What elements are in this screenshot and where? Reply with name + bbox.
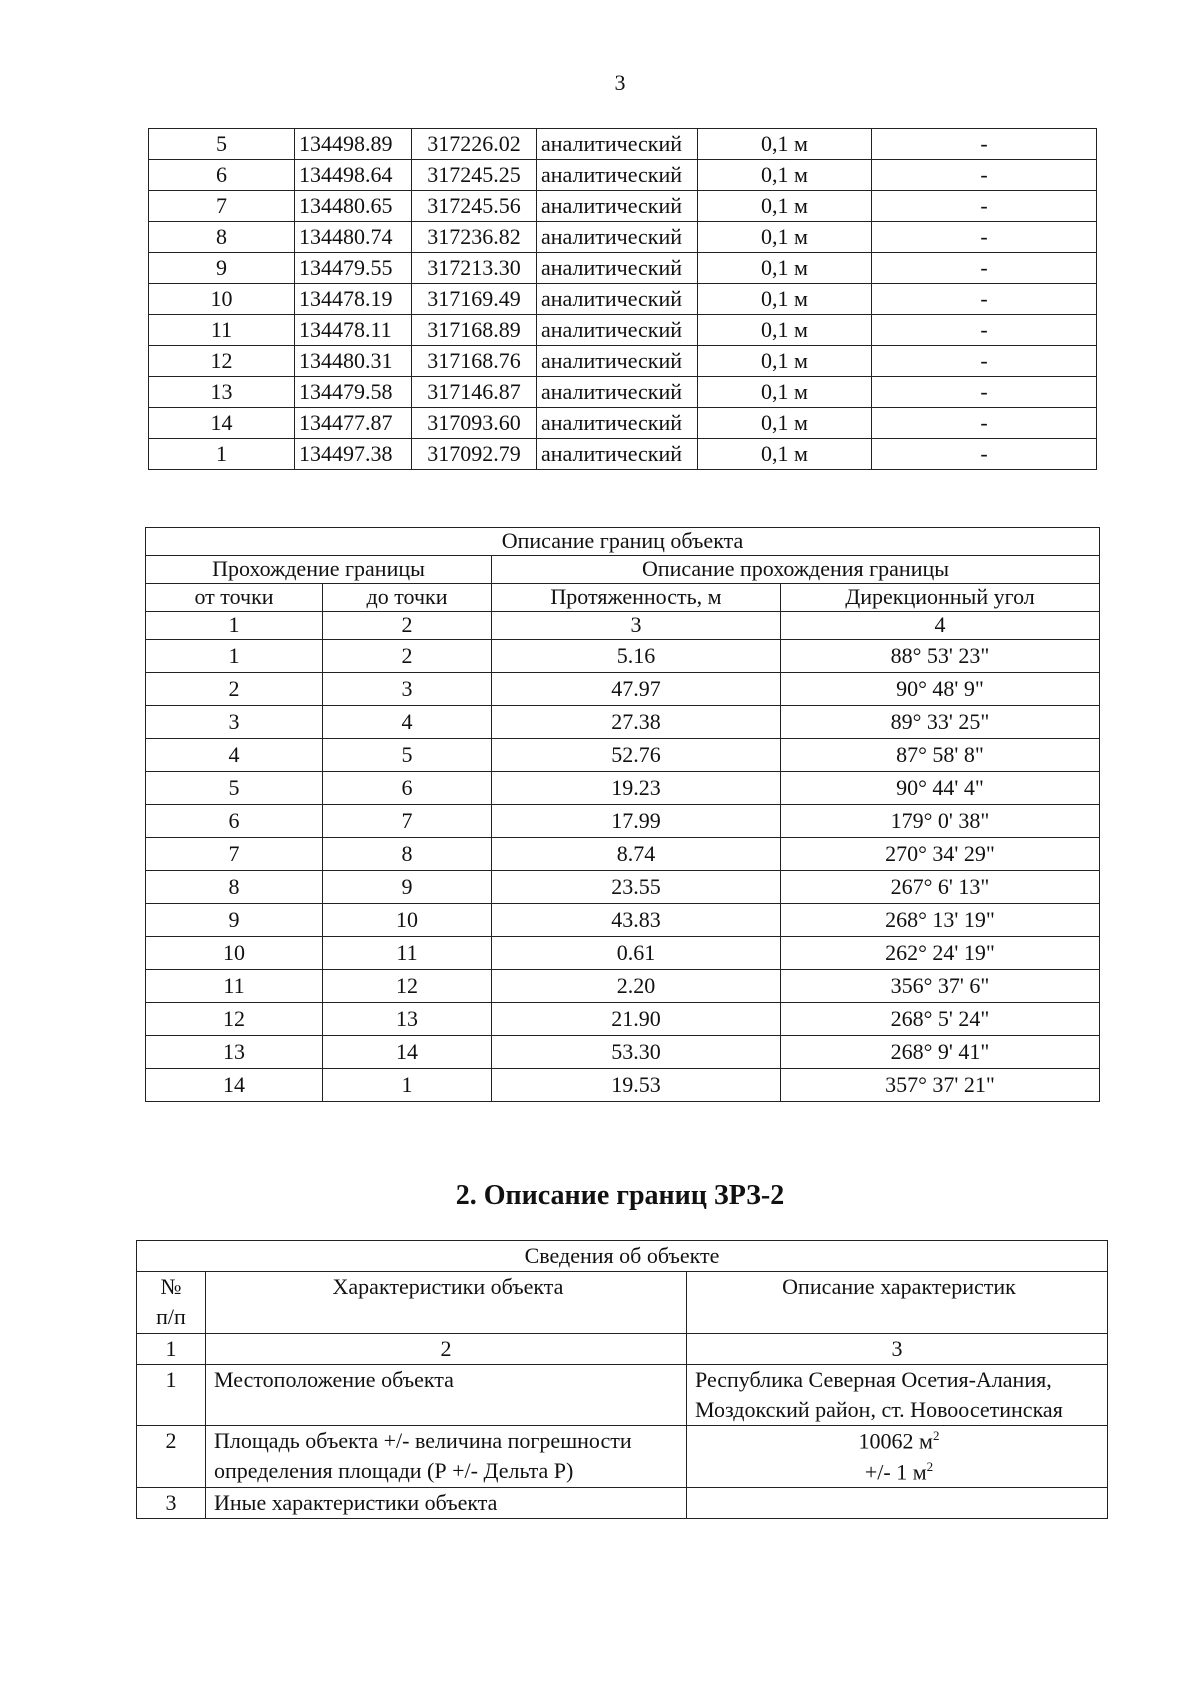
table-row	[146, 805, 1100, 838]
coord-y-cell: 317169.49	[412, 284, 537, 315]
object-info-table	[136, 1240, 1108, 1519]
accuracy-cell: 0,1 м	[698, 377, 872, 408]
coord-x-cell: 134479.55	[295, 253, 412, 284]
method-cell: аналитический	[537, 346, 698, 377]
from-point-cell: 14	[146, 1069, 323, 1102]
length-cell: 19.53	[492, 1069, 781, 1102]
coord-y-cell: 317245.25	[412, 160, 537, 191]
accuracy-cell: 0,1 м	[698, 439, 872, 470]
length-cell: 19.23	[492, 772, 781, 805]
area-number: 10062 м	[858, 1428, 933, 1454]
to-point-cell: 11	[323, 937, 492, 970]
row-number: 2	[137, 1426, 206, 1488]
method-cell: аналитический	[537, 284, 698, 315]
method-cell: аналитический	[537, 377, 698, 408]
coord-y-cell: 317092.79	[412, 439, 537, 470]
length-cell: 2.20	[492, 970, 781, 1003]
other-label: Иные характеристики объекта	[206, 1488, 687, 1519]
table-row	[149, 129, 1097, 160]
method-cell: аналитический	[537, 160, 698, 191]
boundary-group-right: Описание прохождения границы	[492, 556, 1100, 584]
to-point-cell: 12	[323, 970, 492, 1003]
note-cell: -	[872, 253, 1097, 284]
direction-angle-cell: 270° 34' 29"	[781, 838, 1100, 871]
table-row	[146, 706, 1100, 739]
to-point-cell: 9	[323, 871, 492, 904]
other-value	[687, 1488, 1108, 1519]
page-number: 3	[614, 70, 626, 95]
header-characteristics: Характеристики объекта	[206, 1272, 687, 1333]
coord-x-cell: 134479.58	[295, 377, 412, 408]
table-row	[146, 871, 1100, 904]
accuracy-cell: 0,1 м	[698, 284, 872, 315]
table-row	[146, 904, 1100, 937]
header-direction-angle: Дирекционный угол	[781, 584, 1100, 612]
index-cell: 2	[206, 1333, 687, 1364]
table-row	[146, 838, 1100, 871]
coord-x-cell: 134497.38	[295, 439, 412, 470]
direction-angle-cell: 89° 33' 25"	[781, 706, 1100, 739]
table-row	[149, 408, 1097, 439]
area-value-line	[695, 1429, 1103, 1454]
info-header-row	[137, 1272, 1108, 1333]
section-heading: 2. Описание границ ЗРЗ-2	[455, 1180, 785, 1211]
method-cell: аналитический	[537, 129, 698, 160]
to-point-cell: 2	[323, 640, 492, 673]
table-row	[146, 640, 1100, 673]
from-point-cell: 5	[146, 772, 323, 805]
coord-x-cell: 134477.87	[295, 408, 412, 439]
length-cell: 53.30	[492, 1036, 781, 1069]
location-line2: Моздокский район, ст. Новоосетинская	[695, 1396, 1063, 1422]
to-point-cell: 13	[323, 1003, 492, 1036]
coord-y-cell: 317168.89	[412, 315, 537, 346]
coord-y-cell: 317213.30	[412, 253, 537, 284]
info-index-row	[137, 1333, 1108, 1364]
boundary-index-row	[146, 612, 1100, 640]
length-cell: 0.61	[492, 937, 781, 970]
coord-x-cell: 134480.74	[295, 222, 412, 253]
method-cell: аналитический	[537, 439, 698, 470]
to-point-cell: 8	[323, 838, 492, 871]
header-number-line2: п/п	[156, 1304, 186, 1330]
to-point-cell: 1	[323, 1069, 492, 1102]
length-cell: 52.76	[492, 739, 781, 772]
direction-angle-cell: 90° 44' 4"	[781, 772, 1100, 805]
index-cell: 3	[687, 1333, 1108, 1364]
to-point-cell: 5	[323, 739, 492, 772]
header-length: Протяженность, м	[492, 584, 781, 612]
note-cell: -	[872, 377, 1097, 408]
from-point-cell: 11	[146, 970, 323, 1003]
length-cell: 5.16	[492, 640, 781, 673]
coord-y-cell: 317146.87	[412, 377, 537, 408]
area-error: +/- 1 м	[864, 1458, 927, 1484]
length-cell: 43.83	[492, 904, 781, 937]
table-row	[146, 970, 1100, 1003]
header-to-point: до точки	[323, 584, 492, 612]
from-point-cell: 6	[146, 805, 323, 838]
direction-angle-cell: 90° 48' 9"	[781, 673, 1100, 706]
note-cell: -	[872, 439, 1097, 470]
accuracy-cell: 0,1 м	[698, 315, 872, 346]
point-number-cell: 14	[149, 408, 295, 439]
note-cell: -	[872, 315, 1097, 346]
table-row	[149, 160, 1097, 191]
table-row	[146, 673, 1100, 706]
from-point-cell: 13	[146, 1036, 323, 1069]
table-row	[149, 253, 1097, 284]
from-point-cell: 3	[146, 706, 323, 739]
note-cell: -	[872, 191, 1097, 222]
coord-y-cell: 317236.82	[412, 222, 537, 253]
accuracy-cell: 0,1 м	[698, 129, 872, 160]
coord-y-cell: 317226.02	[412, 129, 537, 160]
note-cell: -	[872, 129, 1097, 160]
boundary-header-row	[146, 584, 1100, 612]
area-error-line	[695, 1460, 1103, 1485]
to-point-cell: 7	[323, 805, 492, 838]
note-cell: -	[872, 284, 1097, 315]
coordinates-table	[148, 128, 1097, 470]
info-row-other	[137, 1488, 1108, 1519]
point-number-cell: 7	[149, 191, 295, 222]
direction-angle-cell: 268° 9' 41"	[781, 1036, 1100, 1069]
info-row-area	[137, 1426, 1108, 1488]
header-from-point: от точки	[146, 584, 323, 612]
location-label: Местоположение объекта	[206, 1364, 687, 1425]
table-row	[146, 937, 1100, 970]
coord-x-cell: 134480.65	[295, 191, 412, 222]
length-cell: 21.90	[492, 1003, 781, 1036]
index-cell: 4	[781, 612, 1100, 640]
direction-angle-cell: 87° 58' 8"	[781, 739, 1100, 772]
table-row	[146, 772, 1100, 805]
header-description: Описание характеристик	[687, 1272, 1108, 1333]
direction-angle-cell: 88° 53' 23"	[781, 640, 1100, 673]
index-cell: 3	[492, 612, 781, 640]
index-cell: 1	[137, 1333, 206, 1364]
from-point-cell: 7	[146, 838, 323, 871]
direction-angle-cell: 267° 6' 13"	[781, 871, 1100, 904]
to-point-cell: 4	[323, 706, 492, 739]
to-point-cell: 6	[323, 772, 492, 805]
from-point-cell: 10	[146, 937, 323, 970]
direction-angle-cell: 356° 37' 6"	[781, 970, 1100, 1003]
accuracy-cell: 0,1 м	[698, 253, 872, 284]
direction-angle-cell: 357° 37' 21"	[781, 1069, 1100, 1102]
point-number-cell: 11	[149, 315, 295, 346]
accuracy-cell: 0,1 м	[698, 191, 872, 222]
from-point-cell: 8	[146, 871, 323, 904]
table-row	[149, 439, 1097, 470]
coord-x-cell: 134498.89	[295, 129, 412, 160]
length-cell: 27.38	[492, 706, 781, 739]
boundary-title-row	[146, 528, 1100, 556]
boundary-table-title: Описание границ объекта	[146, 528, 1100, 556]
to-point-cell: 3	[323, 673, 492, 706]
note-cell: -	[872, 346, 1097, 377]
point-number-cell: 9	[149, 253, 295, 284]
area-label	[206, 1426, 687, 1488]
boundary-description-table	[145, 527, 1100, 1102]
table-row	[149, 284, 1097, 315]
header-number-line1: №	[160, 1274, 182, 1300]
method-cell: аналитический	[537, 222, 698, 253]
boundary-group-left: Прохождение границы	[146, 556, 492, 584]
table-row	[149, 346, 1097, 377]
length-cell: 47.97	[492, 673, 781, 706]
table-row	[146, 739, 1100, 772]
info-table-title: Сведения об объекте	[137, 1241, 1108, 1272]
point-number-cell: 13	[149, 377, 295, 408]
location-value	[687, 1364, 1108, 1425]
index-cell: 1	[146, 612, 323, 640]
direction-angle-cell: 262° 24' 19"	[781, 937, 1100, 970]
index-cell: 2	[323, 612, 492, 640]
error-unit-sup: 2	[926, 1458, 934, 1474]
point-number-cell: 1	[149, 439, 295, 470]
from-point-cell: 1	[146, 640, 323, 673]
note-cell: -	[872, 222, 1097, 253]
table-row	[149, 191, 1097, 222]
coord-y-cell: 317168.76	[412, 346, 537, 377]
direction-angle-cell: 268° 13' 19"	[781, 904, 1100, 937]
accuracy-cell: 0,1 м	[698, 160, 872, 191]
table-row	[146, 1036, 1100, 1069]
table-row	[146, 1069, 1100, 1102]
coord-x-cell: 134480.31	[295, 346, 412, 377]
length-cell: 17.99	[492, 805, 781, 838]
coord-x-cell: 134478.11	[295, 315, 412, 346]
from-point-cell: 12	[146, 1003, 323, 1036]
note-cell: -	[872, 408, 1097, 439]
accuracy-cell: 0,1 м	[698, 346, 872, 377]
to-point-cell: 10	[323, 904, 492, 937]
row-number: 3	[137, 1488, 206, 1519]
note-cell: -	[872, 160, 1097, 191]
info-title-row	[137, 1241, 1108, 1272]
area-unit-sup: 2	[932, 1428, 940, 1444]
boundary-group-row	[146, 556, 1100, 584]
length-cell: 23.55	[492, 871, 781, 904]
coord-x-cell: 134478.19	[295, 284, 412, 315]
point-number-cell: 5	[149, 129, 295, 160]
method-cell: аналитический	[537, 408, 698, 439]
to-point-cell: 14	[323, 1036, 492, 1069]
method-cell: аналитический	[537, 253, 698, 284]
accuracy-cell: 0,1 м	[698, 408, 872, 439]
point-number-cell: 6	[149, 160, 295, 191]
table-row	[146, 1003, 1100, 1036]
point-number-cell: 12	[149, 346, 295, 377]
accuracy-cell: 0,1 м	[698, 222, 872, 253]
coord-y-cell: 317245.56	[412, 191, 537, 222]
area-label-line1: Площадь объекта +/- величина погрешности	[214, 1428, 632, 1454]
from-point-cell: 2	[146, 673, 323, 706]
table-row	[149, 315, 1097, 346]
direction-angle-cell: 268° 5' 24"	[781, 1003, 1100, 1036]
area-label-line2: определения площади (Р +/- Дельта Р)	[214, 1458, 574, 1484]
table-row	[149, 377, 1097, 408]
coord-y-cell: 317093.60	[412, 408, 537, 439]
point-number-cell: 10	[149, 284, 295, 315]
info-row-location	[137, 1364, 1108, 1425]
header-number	[137, 1272, 206, 1333]
from-point-cell: 4	[146, 739, 323, 772]
coord-x-cell: 134498.64	[295, 160, 412, 191]
area-value	[687, 1426, 1108, 1488]
row-number: 1	[137, 1364, 206, 1425]
table-row	[149, 222, 1097, 253]
length-cell: 8.74	[492, 838, 781, 871]
location-line1: Республика Северная Осетия-Алания,	[695, 1366, 1052, 1392]
direction-angle-cell: 179° 0' 38"	[781, 805, 1100, 838]
point-number-cell: 8	[149, 222, 295, 253]
from-point-cell: 9	[146, 904, 323, 937]
method-cell: аналитический	[537, 315, 698, 346]
method-cell: аналитический	[537, 191, 698, 222]
